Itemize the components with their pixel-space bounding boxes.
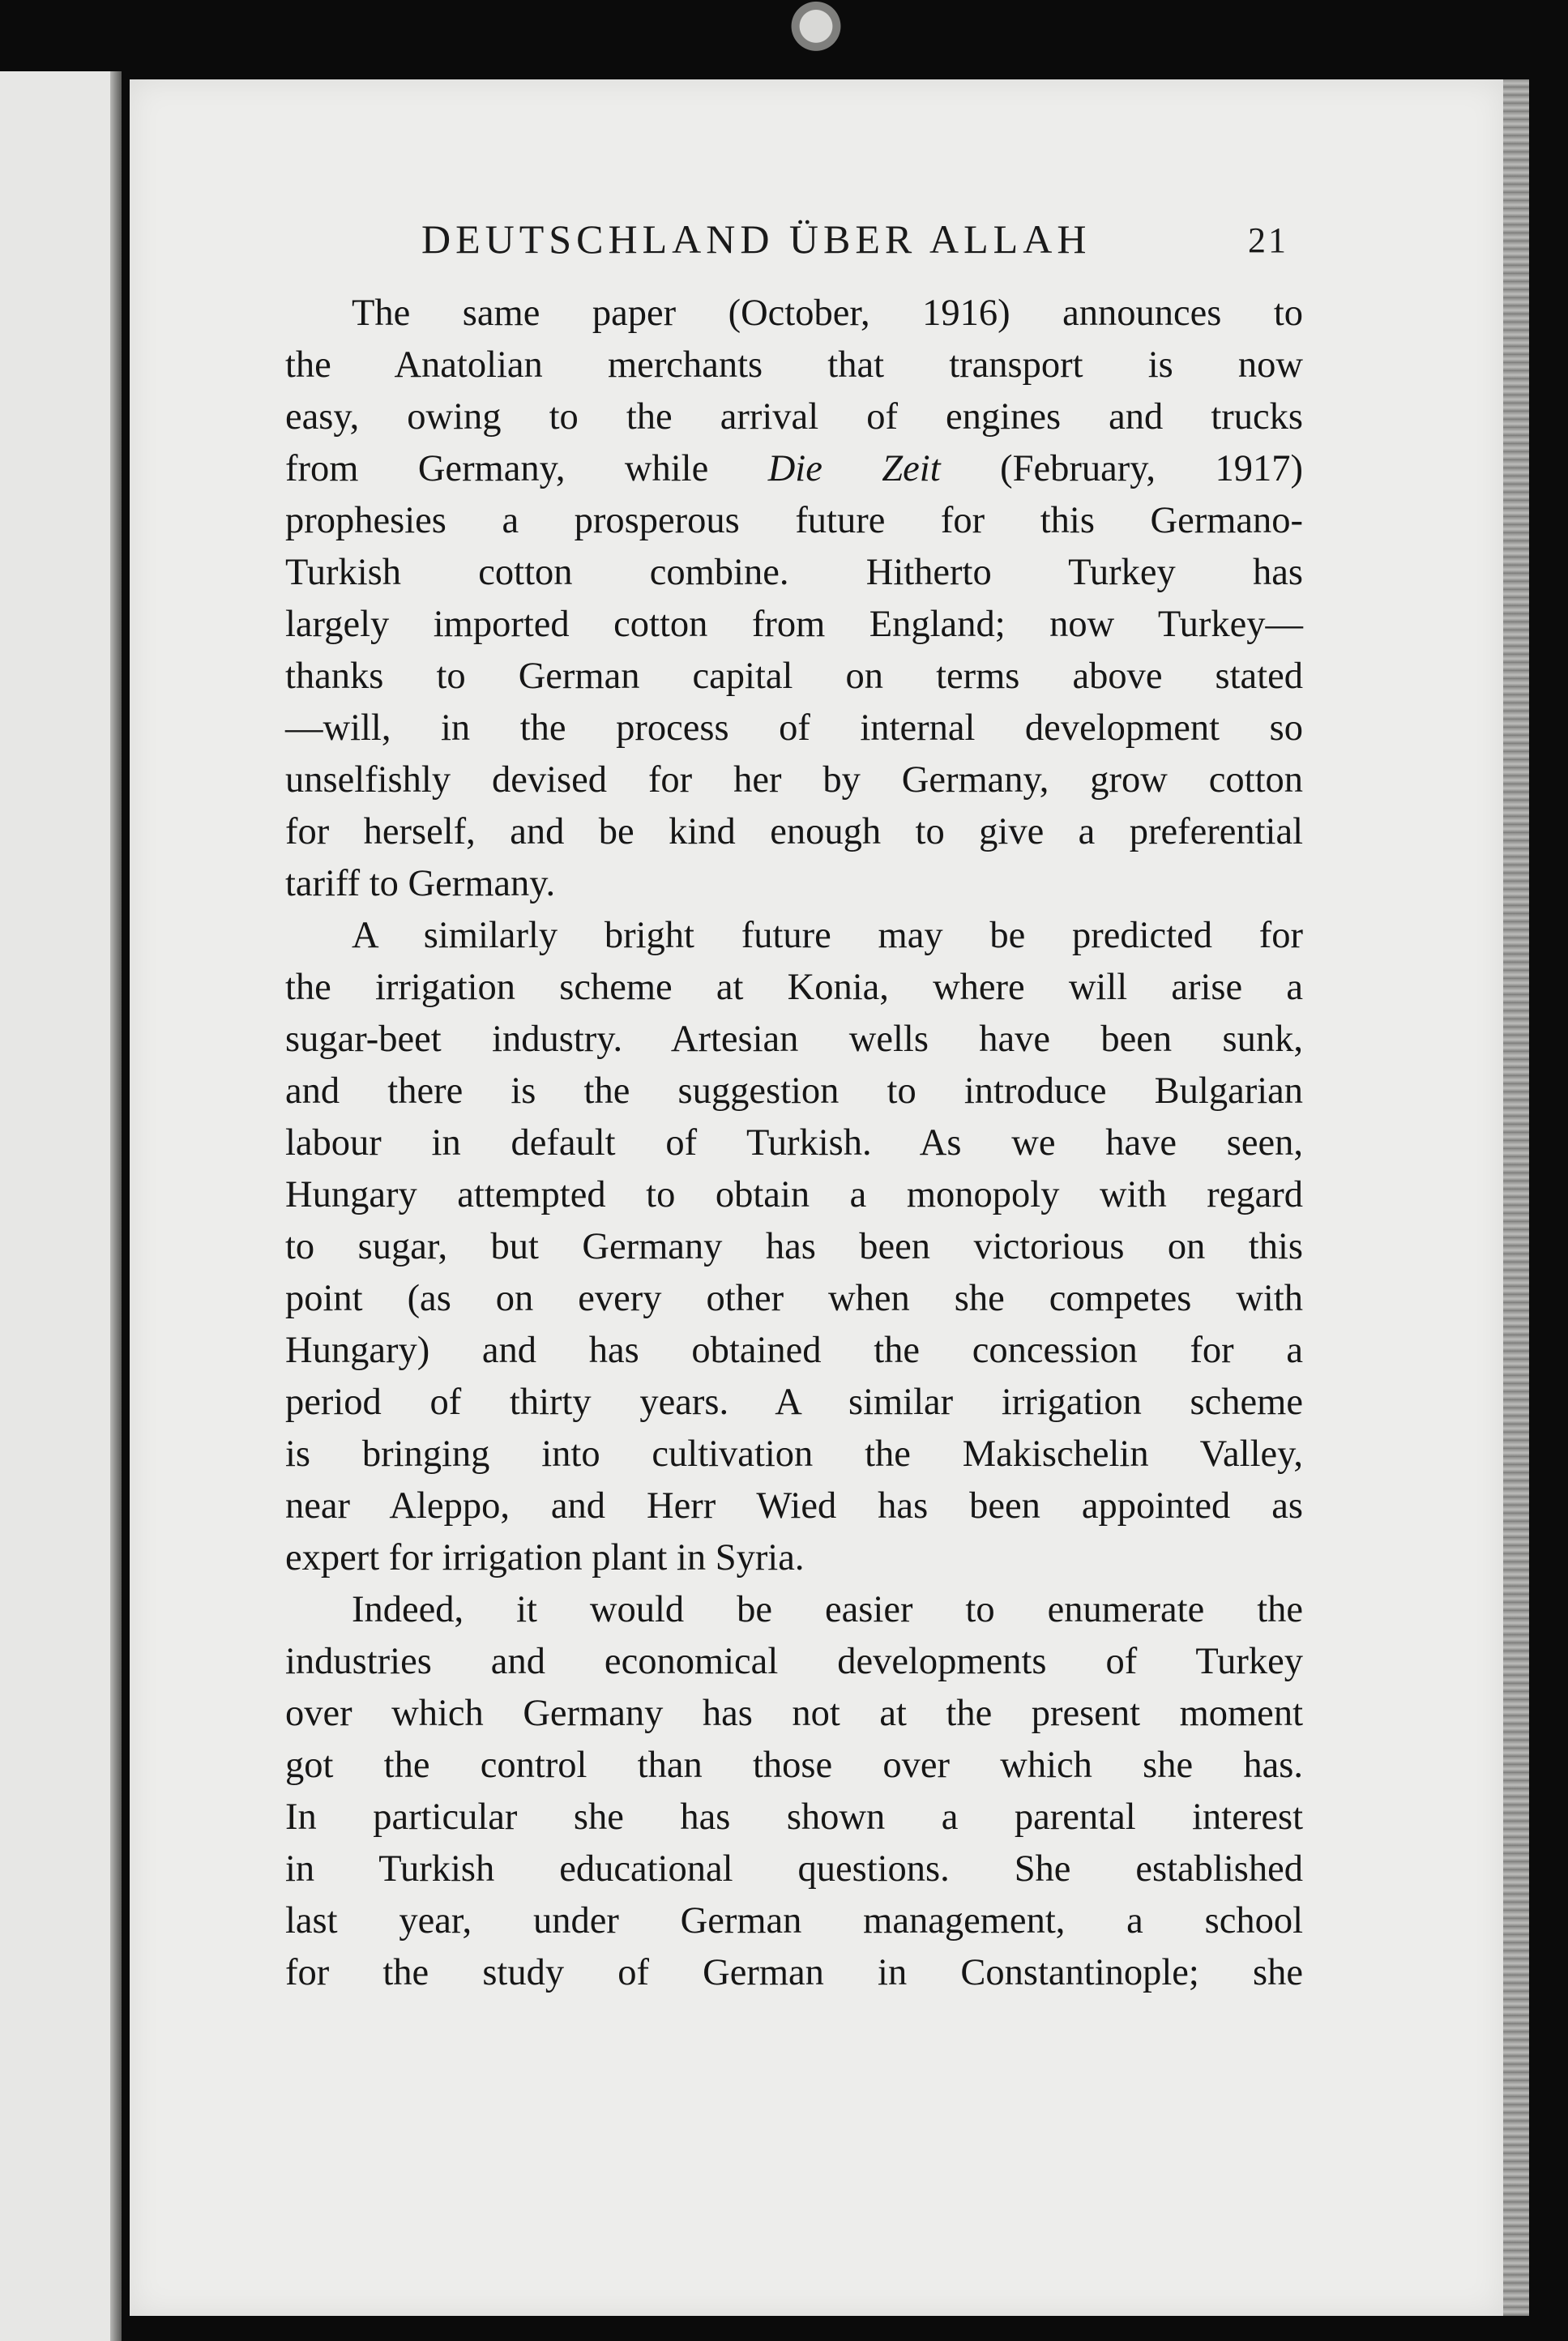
text-line: largely imported cotton from England; now Turkey—: [285, 604, 1303, 645]
text-line: the irrigation scheme at Konia, where will arise a: [285, 967, 1303, 1008]
text-line: over which Germany has not at the present moment: [285, 1693, 1303, 1734]
text-line: to sugar, but Germany has been victorious on this: [285, 1226, 1303, 1267]
text-line: got the control than those over which she has.: [285, 1745, 1303, 1786]
text-line: point (as on every other when she competes with: [285, 1278, 1303, 1319]
text-line: —will, in the process of internal development so: [285, 707, 1303, 749]
facing-page-edge: [0, 71, 122, 2341]
text-line: labour in default of Turkish. As we have seen,: [285, 1122, 1303, 1164]
text-line: period of thirty years. A similar irrigation scheme: [285, 1382, 1303, 1423]
text-line: Turkish cotton combine. Hitherto Turkey has: [285, 552, 1303, 593]
text-line: The same paper (October, 1916) announces to: [352, 293, 1303, 334]
body-text: [285, 288, 1303, 1999]
newspaper-title: Die Zeit: [767, 448, 941, 489]
text-line: is bringing into cultivation the Makischelin Valley,: [285, 1433, 1303, 1475]
running-title: DEUTSCHLAND ÜBER ALLAH: [421, 216, 1092, 262]
text-line: Indeed, it would be easier to enumerate the: [352, 1589, 1303, 1630]
seal-icon: [791, 0, 841, 58]
text-line: In particular she has shown a parental interest: [285, 1796, 1303, 1838]
text-line: tariff to Germany.: [285, 863, 556, 904]
text-line: and there is the suggestion to introduce Bulgarian: [285, 1070, 1303, 1112]
text-line: industries and economical developments of Turkey: [285, 1641, 1303, 1682]
text-line: Hungary attempted to obtain a monopoly with regard: [285, 1174, 1303, 1215]
text-line: unselfishly devised for her by Germany, grow cotton: [285, 759, 1303, 801]
text-line: from Germany, while Die Zeit (February, 1917): [285, 448, 1303, 489]
text-line: sugar-beet industry. Artesian wells have been sunk,: [285, 1019, 1303, 1060]
text-line: Hungary) and has obtained the concession for a: [285, 1330, 1303, 1371]
text-line: prophesies a prosperous future for this Germano-: [285, 500, 1303, 541]
text-line: easy, owing to the arrival of engines and trucks: [285, 396, 1303, 438]
page-fold: [110, 71, 122, 2341]
text-line: expert for irrigation plant in Syria.: [285, 1537, 805, 1578]
text-line: thanks to German capital on terms above stated: [285, 656, 1303, 697]
page-number: 21: [1248, 220, 1288, 260]
text-line: in Turkish educational questions. She established: [285, 1848, 1303, 1890]
text-line: near Aleppo, and Herr Wied has been appointed as: [285, 1485, 1303, 1527]
text-line: the Anatolian merchants that transport is now: [285, 344, 1303, 386]
page-stack-edge: [1503, 79, 1529, 2316]
text-line: last year, under German management, a school: [285, 1900, 1303, 1942]
text-line: A similarly bright future may be predicted for: [352, 915, 1303, 956]
text-line: for the study of German in Constantinople; she: [285, 1952, 1303, 1993]
text-line: for herself, and be kind enough to give a preferential: [285, 811, 1303, 852]
